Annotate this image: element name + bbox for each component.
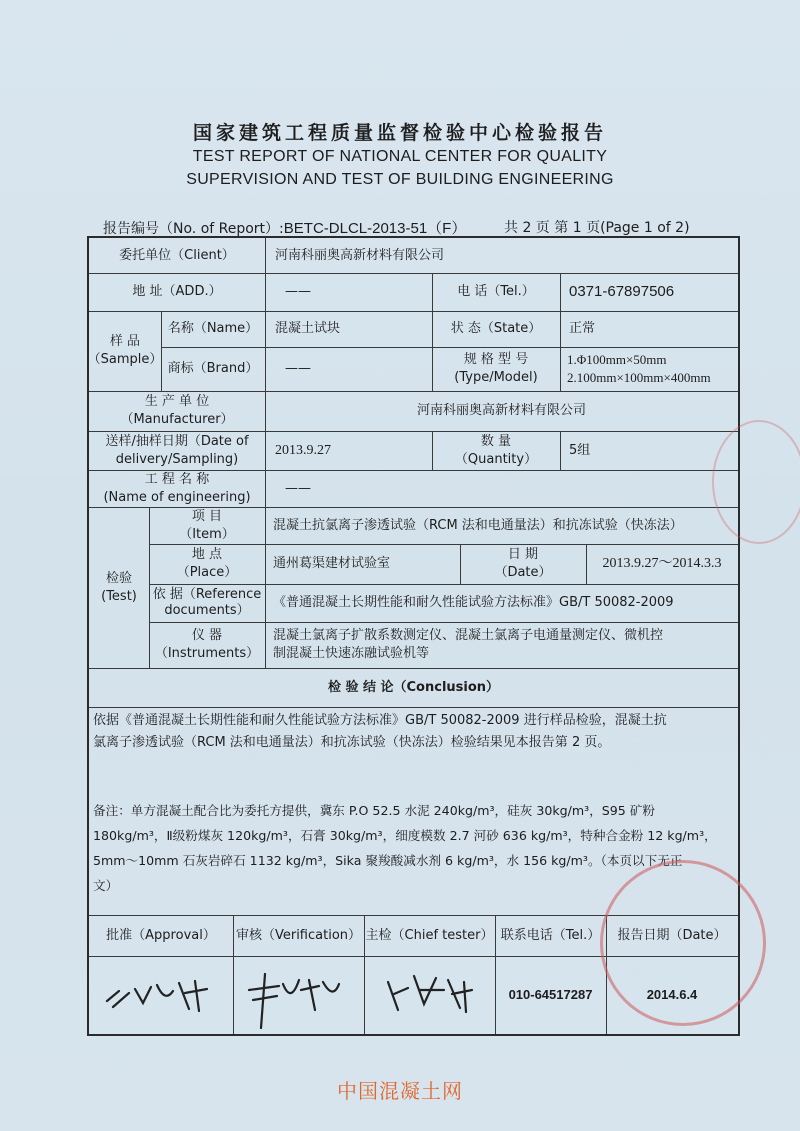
chief-tester-label: 主检（Chief tester） <box>365 927 494 943</box>
report-date-value: 2014.6.4 <box>646 987 698 1002</box>
page-count: 共 2 页 第 1 页(Page 1 of 2) <box>504 220 690 236</box>
official-seal <box>600 860 766 1026</box>
sample-label-en: （Sample） <box>87 352 163 367</box>
sample-type-label <box>432 347 560 391</box>
verification-label: 审核（Verification） <box>235 927 362 943</box>
manufacturer-label <box>89 391 265 431</box>
test-instr-label-cn: 仪 器 <box>191 628 223 643</box>
sample-type-value <box>567 347 737 391</box>
address-label: 地 址（ADD.） <box>132 284 222 299</box>
sample-brand-label: 商标（Brand） <box>167 361 259 376</box>
quantity-label-cn: 数 量 <box>480 433 512 449</box>
test-label-cn: 检验 <box>105 570 132 586</box>
test-place-label-en: （Place） <box>176 565 238 580</box>
report-number-label: 报告编号（No. of Report）: <box>103 221 284 237</box>
test-item-label-cn: 项 目 <box>191 508 223 524</box>
test-date-label-en: （Date） <box>494 565 552 580</box>
conclusion-text-1: 依据《普通混凝土长期性能和耐久性能试验方法标准》GB/T 50082-2009 进行样品检验，混凝土抗 <box>93 713 667 728</box>
tel-label: 电 话（Tel.） <box>457 284 535 299</box>
test-item-label <box>149 507 265 544</box>
conclusion-label: 检 验 结 论（Conclusion） <box>327 679 500 695</box>
report-number-value: BETC-DLCL-2013-51（F） <box>283 220 467 237</box>
address-value: —— <box>285 284 311 299</box>
test-ref-value: 《普通混凝土长期性能和耐久性能试验方法标准》GB/T 50082-2009 <box>273 595 674 610</box>
conclusion-text-2: 氯离子渗透试验（RCM 法和电通量法）和抗冻试验（快冻法）检验结果见本报告第 2 页。 <box>93 735 611 750</box>
sample-type-label-en: (Type/Model) <box>454 370 538 385</box>
delivery-label-en: delivery/Sampling) <box>115 451 239 467</box>
engineering-label-cn: 工 程 名 称 <box>144 471 210 487</box>
test-instr-value <box>273 622 735 668</box>
quantity-label-en: （Quantity） <box>454 451 538 467</box>
client-value: 河南科丽奥高新材料有限公司 <box>275 247 445 263</box>
report-date-label: 报告日期（Date） <box>617 927 727 943</box>
sample-label <box>89 311 161 391</box>
delivery-label-cn: 送样/抽样日期（Date of <box>105 433 249 449</box>
verification-signature <box>239 960 359 1030</box>
sample-type-value-2: 2.100mm×100mm×400mm <box>567 370 711 385</box>
sample-type-value-1: 1.Φ100mm×50mm <box>567 352 667 367</box>
client-label: 委托单位（Client） <box>119 247 235 263</box>
test-date-value: 2013.9.27～2014.3.3 <box>602 556 722 571</box>
test-instr-value-2: 制混凝土快速冻融试验机等 <box>273 646 430 661</box>
sample-state-value: 正常 <box>569 321 596 336</box>
sample-name-value: 混凝土试块 <box>275 321 341 336</box>
tel-signoff-value: 010-64517287 <box>508 987 593 1002</box>
quantity-value: 5组 <box>569 442 591 458</box>
engineering-value: —— <box>285 480 311 496</box>
test-label <box>89 507 149 668</box>
test-instr-label <box>149 622 265 668</box>
report-title-cn: 国家建筑工程质量监督检验中心检验报告 <box>192 122 607 144</box>
sample-label-cn: 样 品 <box>109 334 141 349</box>
report-number <box>103 217 466 238</box>
test-date-label <box>460 544 586 584</box>
engineering-label-en: (Name of engineering) <box>103 489 251 505</box>
manufacturer-label-en: （Manufacturer） <box>120 412 234 427</box>
delivery-label <box>89 431 265 470</box>
conclusion-text <box>93 710 738 754</box>
test-ref-label-cn: 依 据（Reference <box>152 587 262 602</box>
engineering-label <box>89 470 265 507</box>
delivery-value: 2013.9.27 <box>275 442 331 458</box>
test-place-value: 通州葛渠建材试验室 <box>273 556 391 571</box>
tel-value: 0371-67897506 <box>569 283 675 300</box>
remarks-line-3: 5mm～10mm 石灰岩碎石 1132 kg/m³，Sika 聚羧酸减水剂 6 kg/m³，水 156 kg/m³。（本页以下无正 <box>93 853 683 868</box>
side-seal <box>712 420 800 544</box>
test-item-value: 混凝土抗氯离子渗透试验（RCM 法和电通量法）和抗冻试验（快冻法） <box>273 517 683 533</box>
quantity-label <box>432 431 560 470</box>
report-title-en-line1: TEST REPORT OF NATIONAL CENTER FOR QUALITY <box>192 148 608 165</box>
test-ref-label <box>149 584 265 622</box>
sample-state-label: 状 态（State） <box>450 321 542 336</box>
sample-name-label: 名称（Name） <box>167 321 259 336</box>
test-instr-label-en: （Instruments） <box>154 646 260 661</box>
sample-type-label-cn: 规 格 型 号 <box>463 352 529 367</box>
remarks-line-1: 备注：单方混凝土配合比为委托方提供，冀东 P.O 52.5 水泥 240kg/m³，硅灰 30kg/m³，S95 矿粉 <box>93 803 656 818</box>
remarks-line-4: 文） <box>93 878 119 893</box>
test-item-label-en: （Item） <box>179 526 235 542</box>
sample-brand-value: —— <box>285 361 311 376</box>
approval-signature <box>99 963 229 1023</box>
test-label-en: (Test) <box>101 588 137 604</box>
remarks-line-2: 180kg/m³，Ⅱ级粉煤灰 120kg/m³，石膏 30kg/m³，细度模数 2.7 河砂 636 kg/m³，特种合金粉 12 kg/m³， <box>93 828 717 843</box>
test-instr-value-1: 混凝土氯离子扩散系数测定仪、混凝土氯离子电通量测定仪、微机控 <box>273 628 664 643</box>
manufacturer-label-cn: 生 产 单 位 <box>144 394 210 409</box>
tel-signoff-label: 联系电话（Tel.） <box>500 927 601 943</box>
chief-tester-signature <box>374 960 489 1025</box>
manufacturer-value: 河南科丽奥高新材料有限公司 <box>416 403 586 418</box>
test-date-label-cn: 日 期 <box>507 547 539 562</box>
approval-label: 批准（Approval） <box>106 927 216 943</box>
report-title-en-line2: SUPERVISION AND TEST OF BUILDING ENGINEERING <box>186 171 614 188</box>
footer-watermark: 中国混凝土网 <box>337 1079 463 1103</box>
test-ref-label-en: documents） <box>164 603 250 618</box>
test-place-label <box>149 544 265 584</box>
test-place-label-cn: 地 点 <box>191 547 223 562</box>
